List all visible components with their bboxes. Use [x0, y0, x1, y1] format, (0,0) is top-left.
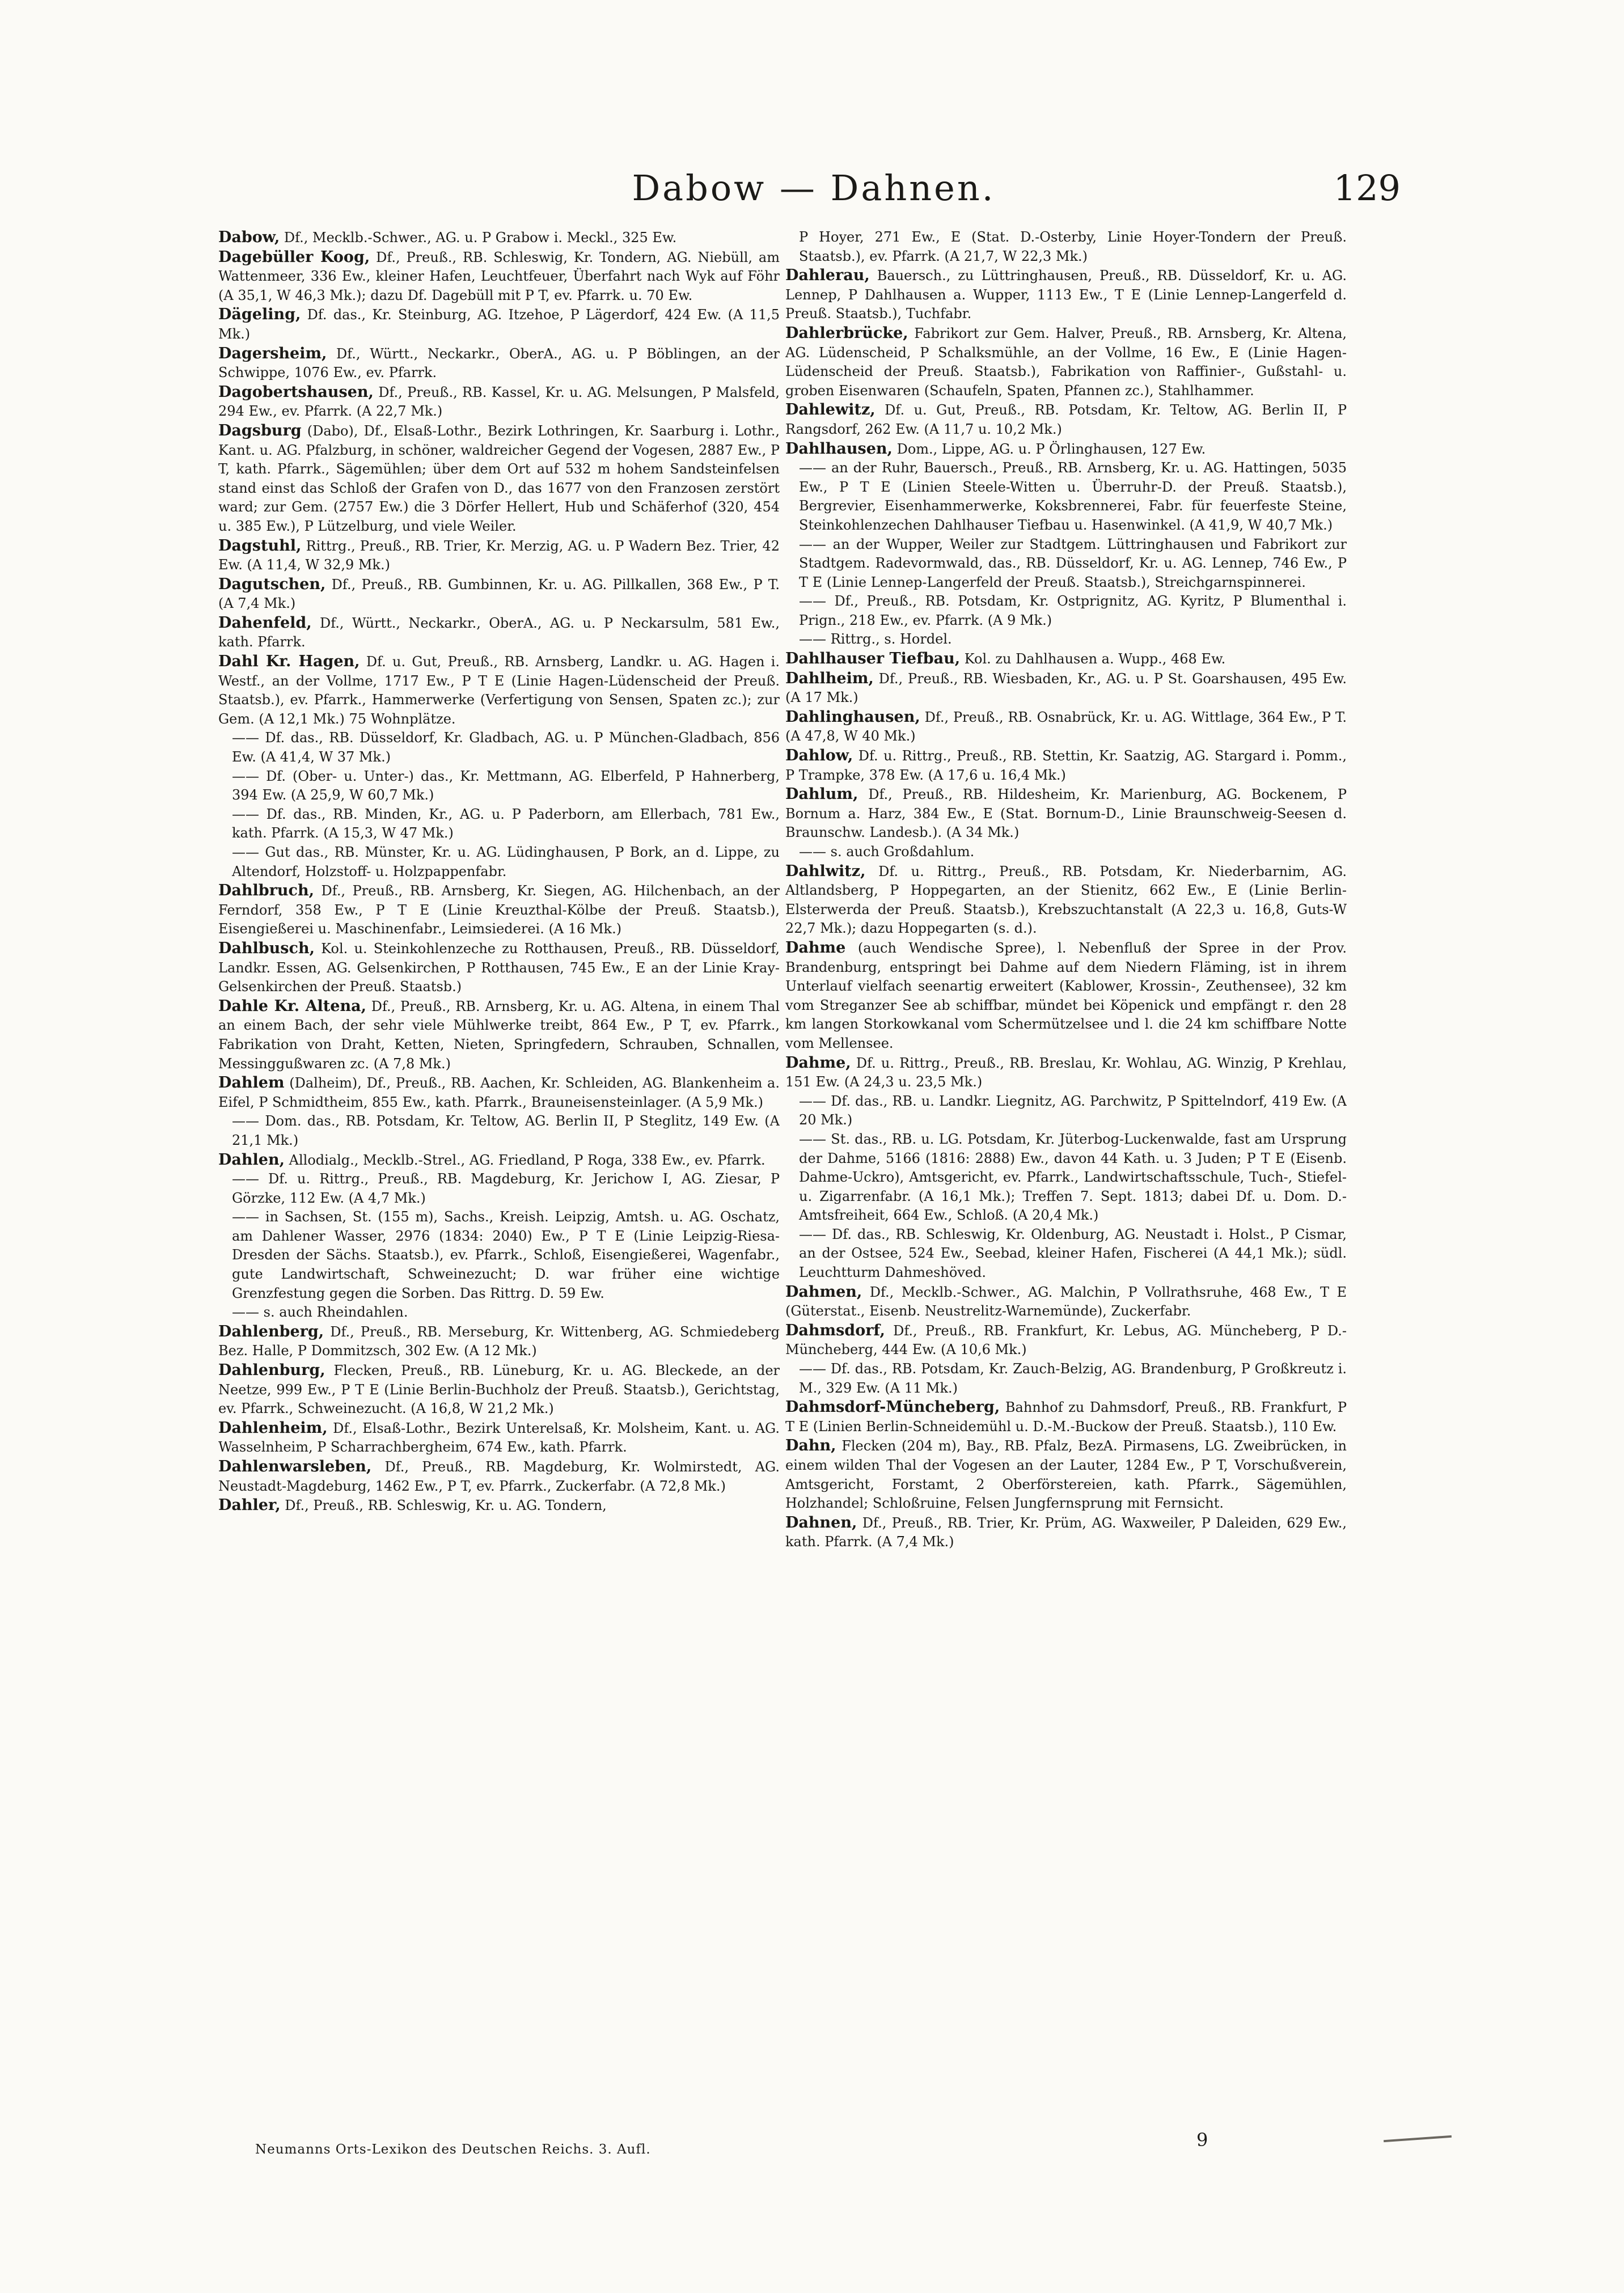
page-number: 129: [1333, 167, 1401, 209]
entry-text: —— Rittrg., s. Hordel.: [799, 631, 952, 648]
entry-text: Bahnhof zu Dahmsdorf, Preuß., RB. Frankfurt, P T E (Linien Berlin-Schneidemühl u. D.-M.-Buckow der Preuß. Staatsb.), 110 Ew.: [785, 1399, 1347, 1435]
gazetteer-entry: [218, 383, 780, 421]
entry-text: Df., Preuß., RB. Frankfurt, Kr. Lebus, AG. Müncheberg, P D.-Müncheberg, 444 Ew. (A 10,6 Mk.): [785, 1322, 1347, 1358]
gazetteer-entry: [218, 1322, 780, 1361]
gazetteer-entry: [218, 843, 780, 881]
entry-text: Flecken (204 m), Bay., RB. Pfalz, BezA. Pirmasens, LG. Zweibrücken, in einem wilden Thal der Vogesen an der Lauter, 1284 Ew., P T, Vorschußverein, Amtsgericht, Forstamt, 2 Oberförstereien, kath. Pfarrk., Sägemühlen, Holzhandel; Schloßruine, Felsen Jungfernsprung mit Fernsicht.: [785, 1438, 1347, 1512]
left-column: [218, 228, 780, 2139]
gazetteer-entry: [218, 421, 780, 536]
gazetteer-entry: [785, 1054, 1347, 1092]
entry-headword: Dahn,: [785, 1437, 836, 1455]
gazetteer-entry: [785, 266, 1347, 324]
footer-imprint: Neumanns Orts-Lexikon des Deutschen Reichs. 3. Aufl.: [255, 2142, 651, 2157]
entry-headword: Dagebüller Koog,: [218, 248, 370, 266]
gazetteer-entry: [218, 536, 780, 575]
entry-text: —— in Sachsen, St. (155 m), Sachs., Kreish. Leipzig, Amtsh. u. AG. Oschatz, am Dahlener Wasser, 2976 (1834: 2040) Ew., P T E (Linie Leipzig-Riesa-Dresden der Sächs. Staatsb.), ev. Pfarrk., Schloß, Eisengießerei, Wagenfabr., gute Landwirtschaft, Schweinezucht; D. war früher eine wichtige Grenzfestung gegen die Sorben. Das Rittrg. D. 59 Ew.: [232, 1209, 780, 1301]
entry-text: Df., Preuß., RB. Hildesheim, Kr. Marienburg, AG. Bockenem, P Bornum a. Harz, 384 Ew., E (Stat. Bornum-D., Linie Braunschweig-Seesen d. Braunschw. Landesb.). (A 34 Mk.): [785, 786, 1347, 841]
entry-headword: Dahlem: [218, 1074, 285, 1092]
entry-text: —— St. das., RB. u. LG. Potsdam, Kr. Jüterbog-Luckenwalde, fast am Ursprung der Dahme, 5166 (1816: 2888) Ew., davon 44 Kath. u. 3 Juden; P T E (Eisenb. Dahme-Uckro), Amtsgericht, ev. Pfarrk., Landwirtschaftsschule, Tuch-, Stiefel- u. Zigarrenfabr. (A 16,1 Mk.); Treffen 7. Sept. 1813; dabei Df. u. Dom. D.-Amtsfreiheit, 664 Ew., Schloß. (A 20,4 Mk.): [799, 1131, 1347, 1224]
margin-mark: [1384, 2135, 1452, 2142]
gazetteer-entry: [218, 1150, 780, 1170]
gazetteer-entry: [218, 575, 780, 614]
entry-text: Df., Württ., Neckarkr., OberA., AG. u. P Neckarsulm, 581 Ew., kath. Pfarrk.: [218, 615, 780, 650]
entry-headword: Dahme: [785, 938, 846, 957]
entry-text: —— an der Ruhr, Bauersch., Preuß., RB. Arnsberg, Kr. u. AG. Hattingen, 5035 Ew., P T E (Linien Steele-Witten u. Überruhr-D. der Preuß. Staatsb.), Bergrevier, Eisenhammerwerke, Koksbrennerei, Fabr. für feuerfeste Steine, Steinkohlenzechen Dahlhauser Tiefbau u. Hasenwinkel. (A 41,9, W 40,7 Mk.): [799, 460, 1347, 533]
entry-headword: Dahlenburg,: [218, 1361, 325, 1380]
gazetteer-entry: [785, 1398, 1347, 1436]
entry-headword: Dahlheim,: [785, 669, 874, 687]
entry-text: Df., Preuß., RB. Osnabrück, Kr. u. AG. Wittlage, 364 Ew., P T. (A 47,8, W 40 Mk.): [785, 709, 1347, 744]
entry-text: Flecken, Preuß., RB. Lüneburg, Kr. u. AG. Bleckede, an der Neetze, 999 Ew., P T E (Linie Berlin-Buchholz der Preuß. Staatsb.), Gerichtstag, ev. Pfarrk., Schweinezucht. (A 16,8, W 21,2 Mk.): [218, 1363, 780, 1417]
entry-headword: Dahlenberg,: [218, 1322, 324, 1340]
entry-text: Df., Mecklb.-Schwer., AG. Malchin, P Vollrathsruhe, 468 Ew., T E (Güterstat., Eisenb. Neustrelitz-Warnemünde), Zuckerfabr.: [785, 1284, 1347, 1319]
entry-headword: Dahmsdorf,: [785, 1321, 885, 1339]
entry-headword: Dahmen,: [785, 1283, 862, 1301]
entry-headword: Dahlen,: [218, 1150, 285, 1169]
entry-text: Df., Elsaß-Lothr., Bezirk Unterelsaß, Kr. Molsheim, Kant. u. AG. Wasselnheim, P Scharrachbergheim, 674 Ew., kath. Pfarrk.: [218, 1420, 780, 1456]
gazetteer-entry: [785, 1321, 1347, 1360]
gazetteer-entry: [785, 649, 1347, 669]
entry-headword: Dahlhauser Tiefbau,: [785, 650, 961, 668]
entry-text: (Dalheim), Df., Preuß., RB. Aachen, Kr. Schleiden, AG. Blankenheim a. Eifel, P Schmidtheim, 855 Ew., kath. Pfarrk., Brauneisensteinlager. (A 5,9 Mk.): [218, 1075, 780, 1110]
gazetteer-entry: [218, 1303, 780, 1322]
gazetteer-entry: [218, 344, 780, 383]
gazetteer-entry: [785, 1436, 1347, 1513]
entry-text: —— Df. das., RB. Potsdam, Kr. Zauch-Belzig, AG. Brandenburg, P Großkreutz i. M., 329 Ew. (A 11 Mk.): [799, 1361, 1347, 1396]
entry-headword: Dahlenwarsleben,: [218, 1458, 372, 1475]
entry-text: —— Gut das., RB. Münster, Kr. u. AG. Lüdinghausen, P Bork, an d. Lippe, zu Altendorf, Holzstoff- u. Holzpappenfabr.: [232, 844, 780, 879]
gazetteer-entry: [785, 324, 1347, 400]
entry-text: Df., Preuß., RB. Schleswig, Kr. u. AG. Tondern,: [280, 1497, 607, 1514]
gazetteer-entry: [218, 997, 780, 1073]
entry-text: Allodialg., Mecklb.-Strel., AG. Friedland, P Roga, 338 Ew., ev. Pfarrk.: [285, 1152, 766, 1168]
entry-text: (auch Wendische Spree), l. Nebenfluß der Spree in der Prov. Brandenburg, entspringt bei Dahme auf dem Niedern Fläming, ist in ihrem Unterlauf vielfach seenartig erweitert (Kablower, Krossin-, Zeuthensee), 32 km vom Streganzer See ab schiffbar, mündet bei Köpenick und empfängt r. den 28 km langen Storkowkanal vom Schermützelsee und l. die 24 km schiffbare Notte vom Mellensee.: [785, 940, 1347, 1051]
gazetteer-entry: [785, 938, 1347, 1054]
entry-text: Df., Preuß., RB. Arnsberg, Kr. Siegen, AG. Hilchenbach, an der Ferndorf, 358 Ew., P T E (Linie Kreuzthal-Kölbe der Preuß. Staatsb.), Eisengießerei u. Maschinenfabr., Leimsiederei. (A 16 Mk.): [218, 883, 780, 937]
entry-text: Df., Preuß., RB. Kassel, Kr. u. AG. Melsungen, P Malsfeld, 294 Ew., ev. Pfarrk. (A 22,7 Mk.): [218, 384, 780, 420]
entry-text: Df. u. Rittrg., Preuß., RB. Stettin, Kr. Saatzig, AG. Stargard i. Pomm., P Trampke, 378 Ew. (A 17,6 u. 16,4 Mk.): [785, 748, 1347, 783]
entry-text: Df. u. Gut, Preuß., RB. Potsdam, Kr. Teltow, AG. Berlin II, P Rangsdorf, 262 Ew. (A 11,7 u. 10,2 Mk.): [785, 402, 1347, 437]
page-header: [227, 167, 1401, 218]
gazetteer-entry: [218, 805, 780, 843]
entry-text: Rittrg., Preuß., RB. Trier, Kr. Merzig, AG. u. P Wadern Bez. Trier, 42 Ew. (A 11,4, W 32,9 Mk.): [218, 538, 780, 573]
entry-text: Bauersch., zu Lüttringhausen, Preuß., RB. Düsseldorf, Kr. u. AG. Lennep, P Dahlhausen a. Wupper, 1113 Ew., T E (Linie Lennep-Langerfeld d. Preuß. Staatsb.), Tuchfabr.: [785, 268, 1347, 322]
entry-text: Df. u. Gut, Preuß., RB. Arnsberg, Landkr. u. AG. Hagen i. Westf., an der Vollme, 1717 Ew., P T E (Linie Hagen-Lüdenscheid der Preuß. Staatsb.), ev. Pfarrk., Hammerwerke (Verfertigung von Sensen, Spaten zc.); zur Gem. (A 12,1 Mk.) 75 Wohnplätze.: [218, 654, 780, 727]
entry-text: Df. u. Rittrg., Preuß., RB. Breslau, Kr. Wohlau, AG. Winzig, P Krehlau, 151 Ew. (A 24,3 u. 23,5 Mk.): [785, 1055, 1347, 1090]
entry-text: Df., Preuß., RB. Arnsberg, Kr. u. AG. Altena, in einem Thal an einem Bach, der sehr viele Mühlwerke treibt, 864 Ew., P T, ev. Pfarrk., Fabrikation von Draht, Ketten, Nieten, Springfedern, Schrauben, Schnallen, Messinggußwaren zc. (A 7,8 Mk.): [218, 998, 780, 1072]
entry-headword: Dagersheim,: [218, 344, 327, 362]
entry-headword: Dahme,: [785, 1054, 851, 1072]
gazetteer-entry: [218, 1170, 780, 1208]
gazetteer-entry: [785, 746, 1347, 785]
gazetteer-entry: [785, 1360, 1347, 1398]
gazetteer-entry: [785, 1283, 1347, 1321]
entry-text: —— s. auch Großdahlum.: [799, 844, 975, 860]
gazetteer-entry: [785, 439, 1347, 459]
gazetteer-entry: [218, 305, 780, 344]
entry-headword: Dahlhausen,: [785, 439, 893, 458]
entry-text: —— Df. (Ober- u. Unter-) das., Kr. Mettmann, AG. Elberfeld, P Hahnerberg, 394 Ew. (A 25,9, W 60,7 Mk.): [232, 768, 780, 803]
entry-headword: Dahle Kr. Altena,: [218, 997, 366, 1015]
entry-headword: Dahlwitz,: [785, 862, 866, 880]
entry-text: Df., Preuß., RB. Wiesbaden, Kr., AG. u. P St. Goarshausen, 495 Ew. (A 17 Mk.): [785, 670, 1347, 706]
gazetteer-entry: [785, 400, 1347, 439]
entry-text: Df., Württ., Neckarkr., OberA., AG. u. P Böblingen, an der Schwippe, 1076 Ew., ev. Pfarrk.: [218, 345, 780, 381]
entry-headword: Dahler,: [218, 1496, 281, 1514]
entry-headword: Dagutschen,: [218, 575, 326, 593]
gazetteer-entry: [218, 1073, 780, 1112]
gazetteer-entry: [218, 1419, 780, 1457]
entry-headword: Dahlbusch,: [218, 939, 315, 957]
gazetteer-entry: [785, 843, 1347, 862]
gazetteer-entry: [785, 459, 1347, 535]
entry-text: Df. das., Kr. Steinburg, AG. Itzehoe, P Lägerdorf, 424 Ew. (A 11,5 Mk.): [218, 307, 780, 342]
entry-text: Df., Preuß., RB. Magdeburg, Kr. Wolmirstedt, AG. Neustadt-Magdeburg, 1462 Ew., P T, ev. Pfarrk., Zuckerfabr. (A 72,8 Mk.): [218, 1459, 780, 1494]
gazetteer-entry: [785, 1130, 1347, 1225]
entry-text: Kol. zu Dahlhausen a. Wupp., 468 Ew.: [960, 651, 1226, 667]
gazetteer-entry: [785, 630, 1347, 649]
entry-headword: Dahlow,: [785, 747, 853, 765]
entry-text: Fabrikort zur Gem. Halver, Preuß., RB. Arnsberg, Kr. Altena, AG. Lüdenscheid, P Schalksmühle, an der Vollme, 16 Ew., E (Linie Hagen-Lüdenscheid der Preuß. Staatsb.), Fabrikation von Raffinier-, Gußstahl- u. groben Eisenwaren (Schaufeln, Spaten, Pfannen zc.), Stahlhammer.: [785, 325, 1347, 399]
entry-headword: Dahlum,: [785, 785, 858, 803]
entry-headword: Dahmsdorf-Müncheberg,: [785, 1398, 1000, 1416]
gazetteer-entry: [785, 862, 1347, 938]
entry-headword: Dägeling,: [218, 306, 301, 324]
entry-text: —— Df. das., RB. Schleswig, Kr. Oldenburg, AG. Neustadt i. Holst., P Cismar, an der Ostsee, 524 Ew., Seebad, kleiner Hafen, Fischerei (A 44,1 Mk.); südl. Leuchtturm Dahmeshöved.: [799, 1226, 1347, 1281]
entry-text: (Dabo), Df., Elsaß-Lothr., Bezirk Lothringen, Kr. Saarburg i. Lothr., Kant. u. AG. Pfalzburg, in schöner, waldreicher Gegend der Vogesen, 2887 Ew., P T, kath. Pfarrk., Sägemühlen; über dem Ort auf 532 m hohem Sandsteinfelsen stand einst das Schloß der Grafen von D., das 1677 von den Franzosen zerstört ward; zur Gem. (2757 Ew.) die 3 Dörfer Hellert, Hub und Schäferhof (320, 454 u. 385 Ew.), P Lützelburg, und viele Weiler.: [218, 422, 780, 534]
entry-headword: Dahlbruch,: [218, 882, 315, 900]
entry-text: Kol. u. Steinkohlenzeche zu Rotthausen, Preuß., RB. Düsseldorf, Landkr. Essen, AG. Gelsenkirchen, P Rotthausen, 745 Ew., E an der Linie Kray-Gelsenkirchen der Preuß. Staatsb.): [218, 940, 780, 995]
entry-headword: Dahnen,: [785, 1513, 857, 1532]
entry-text: Df., Preuß., RB. Trier, Kr. Prüm, AG. Waxweiler, P Daleiden, 629 Ew., kath. Pfarrk. (A 7,4 Mk.): [785, 1514, 1347, 1550]
entry-text: —— Df. u. Rittrg., Preuß., RB. Magdeburg, Kr. Jerichow I, AG. Ziesar, P Görzke, 112 Ew. (A 4,7 Mk.): [232, 1171, 780, 1206]
entry-headword: Dagobertshausen,: [218, 383, 374, 401]
entry-text: Df., Preuß., RB. Merseburg, Kr. Wittenberg, AG. Schmiedeberg Bez. Halle, P Dommitzsch, 302 Ew. (A 12 Mk.): [218, 1323, 780, 1359]
gazetteer-entry: [218, 1208, 780, 1303]
sheet-signature: 9: [1196, 2129, 1208, 2151]
gazetteer-entry: [218, 939, 780, 997]
entry-headword: Dagsburg: [218, 421, 302, 439]
entry-text: —— an der Wupper, Weiler zur Stadtgem. Lüttringhausen und Fabrikort zur Stadtgem. Radevormwald, das., RB. Düsseldorf, Kr. u. AG. Lennep, 746 Ew., P T E (Linie Lennep-Langerfeld der Preuß. Staatsb.), Streichgarnspinnerei.: [799, 536, 1347, 590]
gazetteer-entry: [785, 785, 1347, 843]
entry-headword: Dahlinghausen,: [785, 708, 920, 726]
entry-headword: Dahlewitz,: [785, 401, 876, 419]
gazetteer-entry: [218, 614, 780, 652]
entry-text: —— Df., Preuß., RB. Potsdam, Kr. Ostprignitz, AG. Kyritz, P Blumenthal i. Prign., 218 Ew., ev. Pfarrk. (A 9 Mk.): [799, 593, 1347, 628]
entry-text: —— Dom. das., RB. Potsdam, Kr. Teltow, AG. Berlin II, P Steglitz, 149 Ew. (A 21,1 Mk.): [232, 1113, 780, 1148]
gazetteer-entry: [218, 1361, 780, 1419]
gazetteer-entry: [785, 1225, 1347, 1283]
gazetteer-entry: [218, 248, 780, 306]
gazetteer-entry: [218, 767, 780, 805]
entry-headword: Dahlerau,: [785, 266, 870, 285]
entry-text: Df., Preuß., RB. Schleswig, Kr. Tondern, AG. Niebüll, am Wattenmeer, 336 Ew., kleiner Hafen, Leuchtfeuer, Überfahrt nach Wyk auf Föhr (A 35,1, W 46,3 Mk.); dazu Df. Dagebüll mit P T, ev. Pfarrk. u. 70 Ew.: [218, 249, 780, 303]
entry-headword: Dahlenheim,: [218, 1419, 328, 1437]
entry-text: Df. u. Rittrg., Preuß., RB. Potsdam, Kr. Niederbarnim, AG. Altlandsberg, P Hoppegarten, an der Stienitz, 662 Ew., E (Linie Berlin-Elsterwerda der Preuß. Staatsb.), Krebszuchtanstalt (A 22,3 u. 16,8, Guts-W 22,7 Mk.); dazu Hoppegarten (s. d.).: [785, 863, 1347, 937]
gazetteer-entry: [218, 881, 780, 939]
gazetteer-entry: [218, 1112, 780, 1150]
gazetteer-entry: [785, 669, 1347, 708]
gazetteer-entry: [785, 535, 1347, 593]
entry-headword: Dagstuhl,: [218, 536, 302, 555]
entry-headword: Dahenfeld,: [218, 614, 312, 632]
entry-text: Df., Mecklb.-Schwer., AG. u. P Grabow i. Meckl., 325 Ew.: [280, 230, 677, 246]
gazetteer-entry: [218, 652, 780, 729]
right-column: [785, 228, 1347, 2139]
entry-text: Df., Preuß., RB. Gumbinnen, Kr. u. AG. Pillkallen, 368 Ew., P T. (A 7,4 Mk.): [218, 576, 780, 612]
entry-text: P Hoyer, 271 Ew., E (Stat. D.-Osterby, Linie Hoyer-Tondern der Preuß. Staatsb.), ev. Pfarrk. (A 21,7, W 22,3 Mk.): [799, 229, 1347, 264]
gazetteer-entry: [785, 592, 1347, 630]
gazetteer-entry: [785, 1092, 1347, 1130]
entry-headword: Dahlerbrücke,: [785, 324, 908, 342]
entry-text: —— Df. das., RB. Düsseldorf, Kr. Gladbach, AG. u. P München-Gladbach, 856 Ew. (A 41,4, W 37 Mk.): [232, 730, 780, 765]
entry-headword: Dabow,: [218, 229, 280, 246]
entry-text: —— Df. das., RB. Minden, Kr., AG. u. P Paderborn, am Ellerbach, 781 Ew., kath. Pfarrk. (A 15,3, W 47 Mk.): [232, 806, 780, 841]
page-title: Dabow — Dahnen.: [632, 167, 996, 209]
gazetteer-entry: [785, 1513, 1347, 1552]
gazetteer-entry: [785, 708, 1347, 746]
entry-text: —— Df. das., RB. u. Landkr. Liegnitz, AG. Parchwitz, P Spittelndorf, 419 Ew. (A 20 Mk.): [799, 1093, 1347, 1128]
gazetteer-entry: [218, 1457, 780, 1496]
gazetteer-entry: [218, 1496, 780, 1516]
entry-text: Dom., Lippe, AG. u. P Örlinghausen, 127 Ew.: [892, 441, 1206, 457]
gazetteer-entry: [785, 228, 1347, 266]
entry-text: —— s. auch Rheindahlen.: [232, 1304, 408, 1321]
gazetteer-entry: [218, 729, 780, 767]
gazetteer-entry: [218, 228, 780, 248]
entry-headword: Dahl Kr. Hagen,: [218, 653, 360, 671]
